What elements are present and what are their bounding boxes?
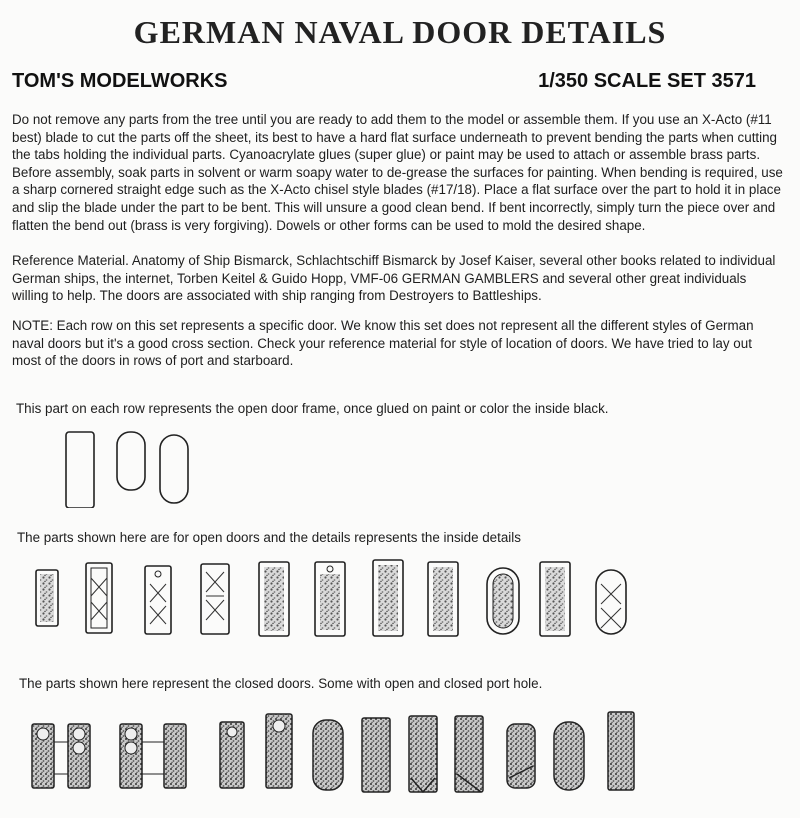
open-door-part-9	[487, 568, 519, 634]
closed-door-pair-2	[120, 724, 186, 788]
open-door-part-5	[259, 562, 289, 636]
open-door-part-7	[373, 560, 403, 636]
closed-door-parts	[0, 708, 800, 808]
open-door-part-11	[596, 570, 626, 634]
reference-paragraph: Reference Material. Anatomy of Ship Bismarck, Schlachtschiff Bismarck by Josef Kaiser, several other books related to individual German ships, the internet, Torben Keitel & Guido Hopp, VMF-06 GERMAN GAMBLERS and several other great individuals willing to help. The doors are associated with ship ranging from Destroyers to Battleships.	[12, 253, 776, 304]
frame-round-top-part	[117, 432, 145, 490]
open-door-part-8	[428, 562, 458, 636]
page-title: GERMAN NAVAL DOOR DETAILS	[133, 14, 667, 50]
open-door-part-3	[145, 566, 171, 634]
closed-door-part-3	[220, 722, 244, 788]
open-door-part-6	[315, 562, 345, 636]
closed-door-part-9	[507, 724, 535, 788]
open-doors-caption: The parts shown here are for open doors and the details represents the inside details	[17, 530, 521, 545]
open-door-part-4	[201, 564, 229, 634]
open-door-part-2	[86, 563, 112, 633]
closed-door-part-5	[313, 720, 343, 790]
scale-set-label: 1/350 SCALE SET 3571	[538, 70, 756, 92]
open-door-part-1	[36, 570, 58, 626]
closed-door-part-8	[455, 716, 483, 792]
closed-door-part-7	[409, 716, 437, 792]
closed-door-part-4	[266, 714, 292, 788]
instructions-paragraph: Do not remove any parts from the tree until you are ready to add them to the model or assemble them. If you use an X-Acto (#11 best) blade to cut the parts off the sheet, its best to have a hard flat surface underneath to prevent bending the parts when cutting the tabs holding the individual parts. Cyanoacrylate glues (super glue) or paint may be used to attach or assemble brass parts. Before assembly, soak parts in solvent or warm soapy water to de-grease the surfaces for painting. When bending is required, use a sharp cornered straight edge such as the X-Acto chisel style blades (#17/18). Place a flat surface over the part to hold it in place and slip the blade under the part to be bent. This will unsure a good clean bend. If bent incorrectly, simply turn the piece over and flatten the bend out (brass is very forgiving). Dowels or other forms can be used to mold the desired shape.	[12, 112, 783, 233]
closed-door-part-10	[554, 722, 584, 790]
door-frame-parts	[0, 428, 800, 508]
open-door-part-10	[540, 562, 570, 636]
closed-door-pair-1	[32, 724, 90, 788]
closed-door-part-11	[608, 712, 634, 790]
closed-doors-caption: The parts shown here represent the closed doors. Some with open and closed port hole.	[19, 676, 543, 691]
closed-door-part-6	[362, 718, 390, 792]
frame-rect-part	[66, 432, 94, 508]
note-paragraph: NOTE: Each row on this set represents a specific door. We know this set does not represent all the different styles of German naval doors but it's a good cross section. Check your reference material for style of location of doors. We have tried to lay out most of the doors in rows of port and starboard.	[12, 318, 754, 369]
frame-oval-part	[160, 435, 188, 503]
company-name: TOM'S MODELWORKS	[12, 70, 228, 92]
open-door-parts	[0, 558, 800, 638]
frames-caption: This part on each row represents the open door frame, once glued on paint or color the inside black.	[16, 401, 609, 416]
